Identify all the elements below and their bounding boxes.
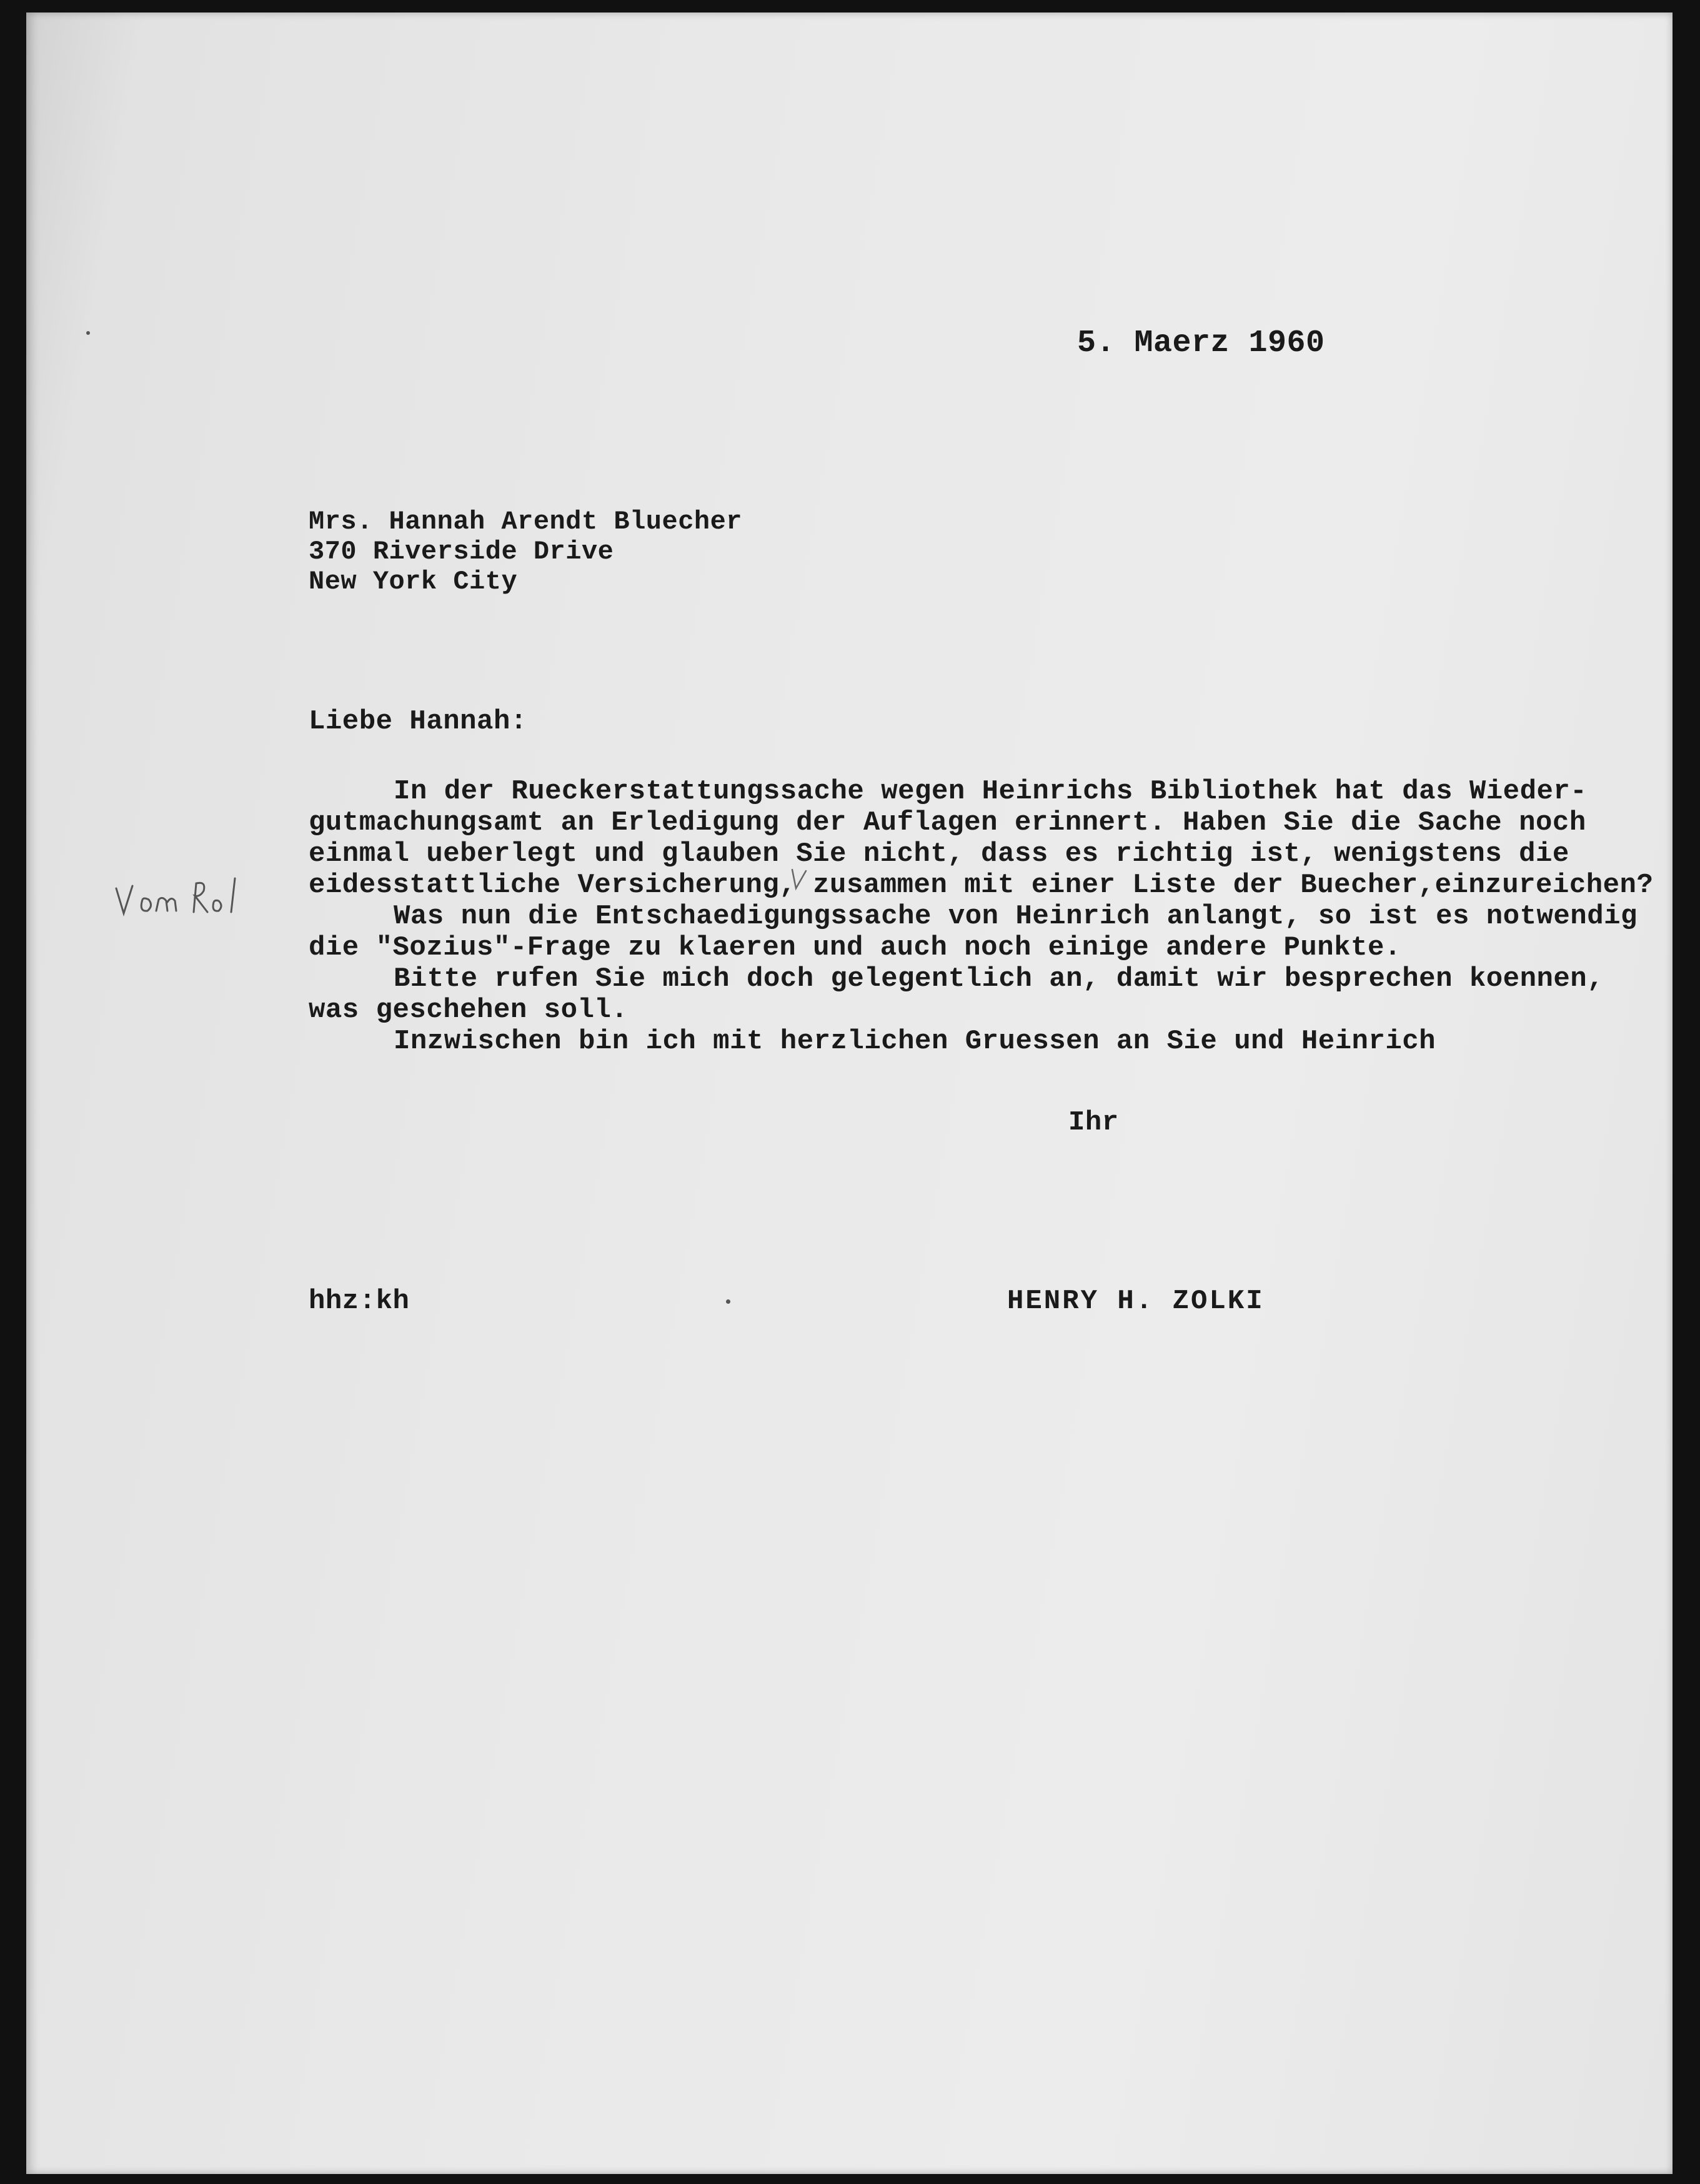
handwritten-margin-note bbox=[112, 875, 256, 925]
signer-name: HENRY H. ZOLKI bbox=[1007, 1286, 1265, 1317]
letter-date: 5. Maerz 1960 bbox=[1077, 325, 1325, 361]
recipient-name: Mrs. Hannah Arendt Bluecher bbox=[309, 507, 743, 537]
recipient-street: 370 Riverside Drive bbox=[309, 537, 614, 567]
reference-initials: hhz:kh bbox=[309, 1286, 410, 1317]
paper-speck bbox=[726, 1299, 730, 1304]
body-line: In der Rueckerstattungssache wegen Heinrichs Bibliothek hat das Wieder- bbox=[394, 776, 1588, 807]
body-line: Inzwischen bin ich mit herzlichen Gruessen an Sie und Heinrich bbox=[394, 1026, 1436, 1057]
recipient-city: New York City bbox=[309, 567, 518, 597]
body-line: Was nun die Entschaedigungssache von Heinrich anlangt, so ist es notwendig bbox=[394, 901, 1638, 932]
body-line: einmal ueberlegt und glauben Sie nicht, dass es richtig ist, wenigstens die bbox=[309, 838, 1569, 870]
closing: Ihr bbox=[1068, 1107, 1119, 1138]
paper-speck bbox=[86, 331, 90, 335]
body-line: die "Sozius"-Frage zu klaeren und auch noch einige andere Punkte. bbox=[309, 932, 1401, 963]
body-line: Bitte rufen Sie mich doch gelegentlich an, damit wir besprechen koennen, bbox=[394, 963, 1604, 995]
salutation: Liebe Hannah: bbox=[309, 706, 527, 737]
body-line: was geschehen soll. bbox=[309, 995, 629, 1026]
letter-page bbox=[26, 12, 1673, 2174]
body-line: gutmachungsamt an Erledigung der Auflagen erinnert. Haben Sie die Sache noch bbox=[309, 807, 1586, 838]
check-mark-icon bbox=[790, 867, 808, 892]
body-line: eidesstattliche Versicherung, zusammen mit einer Liste der Buecher,einzureichen? bbox=[309, 870, 1654, 901]
